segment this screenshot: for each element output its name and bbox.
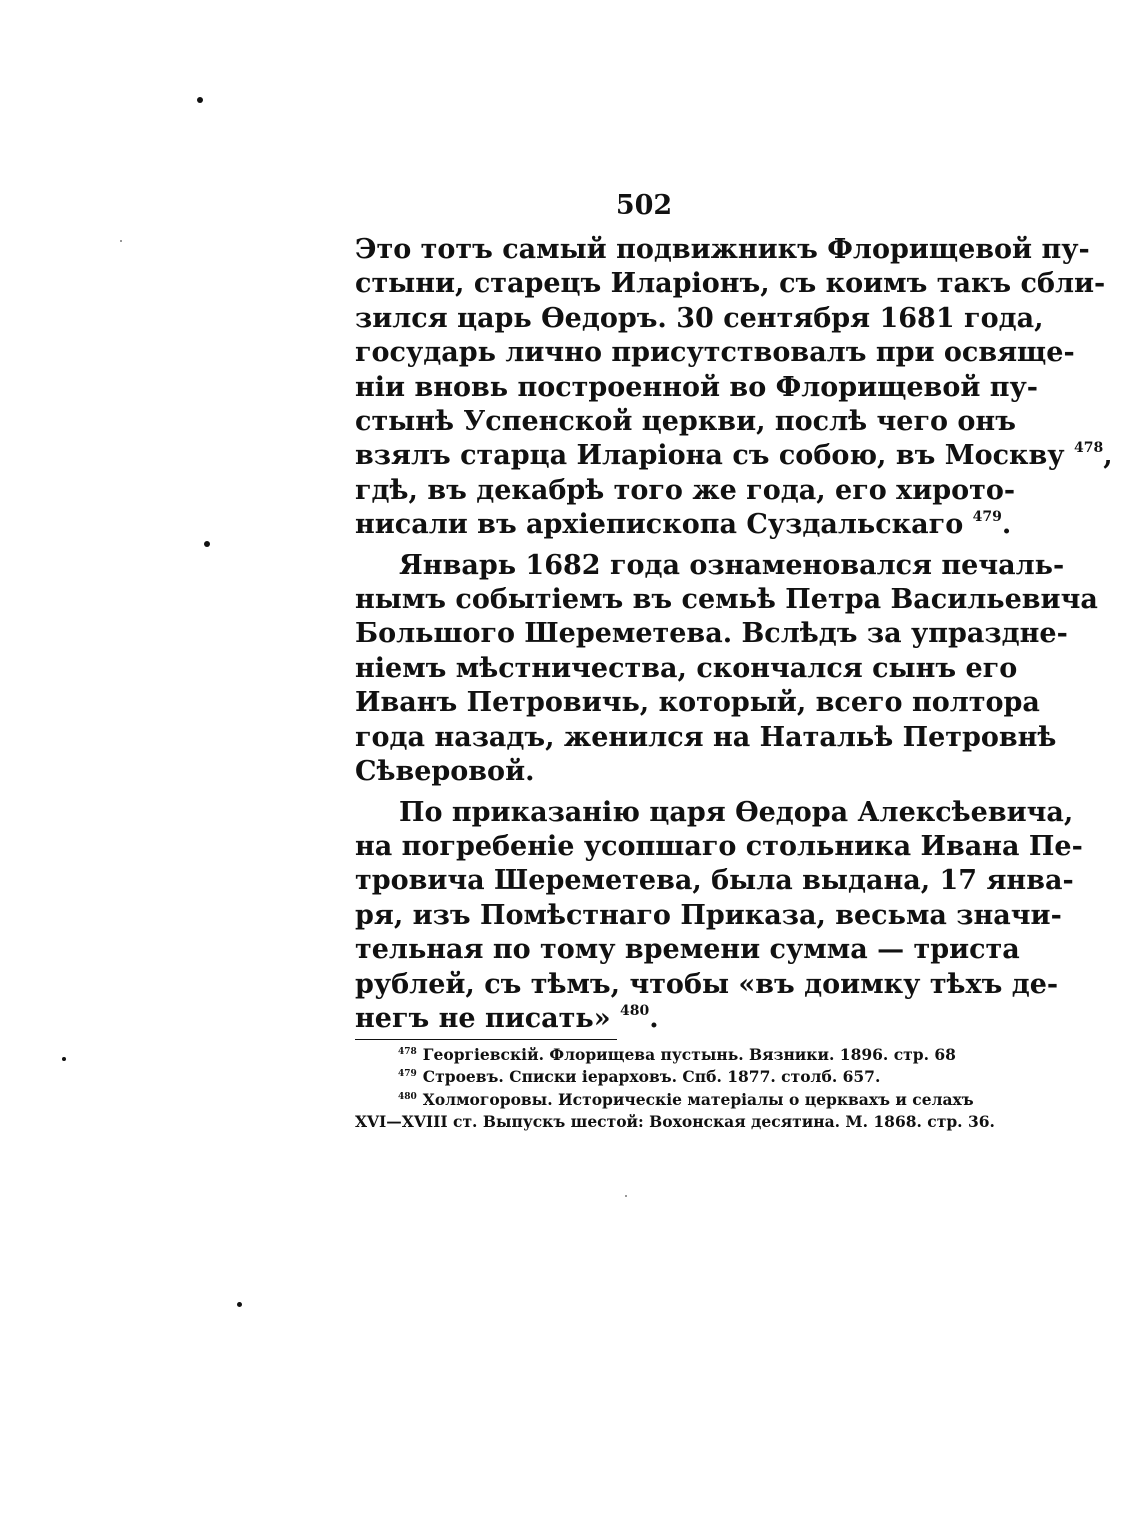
- text-line: Январь 1682 года ознаменовался печаль-: [399, 549, 1065, 581]
- text-line: Это тотъ самый подвижникъ Флорищевой пу-: [355, 234, 1090, 265]
- footnotes: [355, 1044, 995, 1134]
- text-line: на погребеніе усопшаго стольника Ивана Пе-: [355, 830, 1083, 862]
- footnote: [355, 1044, 956, 1066]
- text-line: Иванъ Петровичь, который, всего полтора: [355, 687, 1040, 719]
- paragraph: [355, 549, 1098, 790]
- scan-speck: [62, 1057, 66, 1061]
- text-line: зился царь Өедоръ. 30 сентября 1681 года,: [355, 302, 1044, 334]
- body-text: [355, 233, 1113, 1036]
- footnote-text: Строевъ. Списки іерарховъ. Спб. 1877. столб. 657.: [422, 1067, 881, 1087]
- punctuation: ,: [1103, 440, 1113, 472]
- footnote-continuation: XVI—XVIII ст. Выпускъ шестой: Вохонская десятина. М. 1868. стр. 36.: [355, 1112, 995, 1132]
- text-line: Большого Шереметева. Вслѣдъ за упраздне-: [355, 618, 1068, 650]
- text-line: тровича Шереметева, была выдана, 17 янва-: [355, 865, 1074, 897]
- page-number: 502: [615, 190, 673, 221]
- footnote-ref: 480: [620, 1002, 650, 1019]
- paragraph: [355, 233, 1113, 543]
- text-line: стынѣ Успенской церкви, послѣ чего онъ: [355, 406, 1016, 438]
- text-line: стыни, старецъ Иларіонъ, съ коимъ такъ сбли-: [355, 268, 1106, 300]
- footnote-divider: [355, 1039, 617, 1040]
- text-line: ря, изъ Помѣстнаго Приказа, весьма значи-: [355, 899, 1062, 931]
- text-line: гдѣ, въ декабрѣ того же года, его хирото-: [355, 474, 1016, 506]
- text-line: ніи вновь построенной во Флорищевой пу-: [355, 371, 1039, 403]
- scan-speck: [625, 1195, 627, 1197]
- text-line: года назадъ, женился на Натальѣ Петровнѣ: [355, 721, 1057, 753]
- line-text: взялъ старца Иларіона съ собою, въ Москву: [355, 440, 1065, 472]
- scan-speck: [237, 1302, 242, 1307]
- footnote-ref: 478: [1073, 440, 1104, 457]
- footnote: [355, 1089, 974, 1111]
- footnote-number: 479: [398, 1069, 417, 1080]
- scan-speck: [197, 97, 203, 103]
- text-line: Сѣверовой.: [355, 756, 535, 788]
- text-line: По приказанію царя Өедора Алексѣевича,: [399, 796, 1074, 828]
- scan-speck: [120, 240, 122, 242]
- text-line: ніемъ мѣстничества, скончался сынъ его: [355, 652, 1018, 684]
- text-line: государь лично присутствовалъ при освяще-: [355, 337, 1075, 369]
- footnote-ref: 479: [972, 509, 1002, 526]
- text-line: [355, 439, 1113, 473]
- footnote: [355, 1066, 933, 1088]
- text-line: негъ не писать» $^{480}$.: [355, 1002, 659, 1034]
- footnote-number: 478: [398, 1047, 417, 1057]
- paragraph: [355, 796, 1083, 1037]
- text-line: нисали въ архіепископа Суздальскаго $^{479}$.: [355, 509, 1012, 541]
- footnote-text: Георгіевскій. Флорищева пустынь. Вязники. 1896. стр. 68: [422, 1045, 956, 1064]
- footnote-number: 480: [398, 1091, 417, 1102]
- line-text: негъ не писать»: [355, 1002, 611, 1034]
- scan-speck: [204, 541, 210, 547]
- text-line: нымъ событіемъ въ семьѣ Петра Васильевича: [355, 584, 1098, 616]
- line-text: нисали въ архіепископа Суздальскаго: [355, 509, 964, 541]
- footnote-text: Холмогоровы. Историческіе матеріалы о церквахъ и селахъ: [422, 1089, 974, 1109]
- text-line: рублей, съ тѣмъ, чтобы «въ доимку тѣхъ де-: [355, 968, 1059, 1000]
- text-line: тельная по тому времени сумма — триста: [355, 934, 1020, 966]
